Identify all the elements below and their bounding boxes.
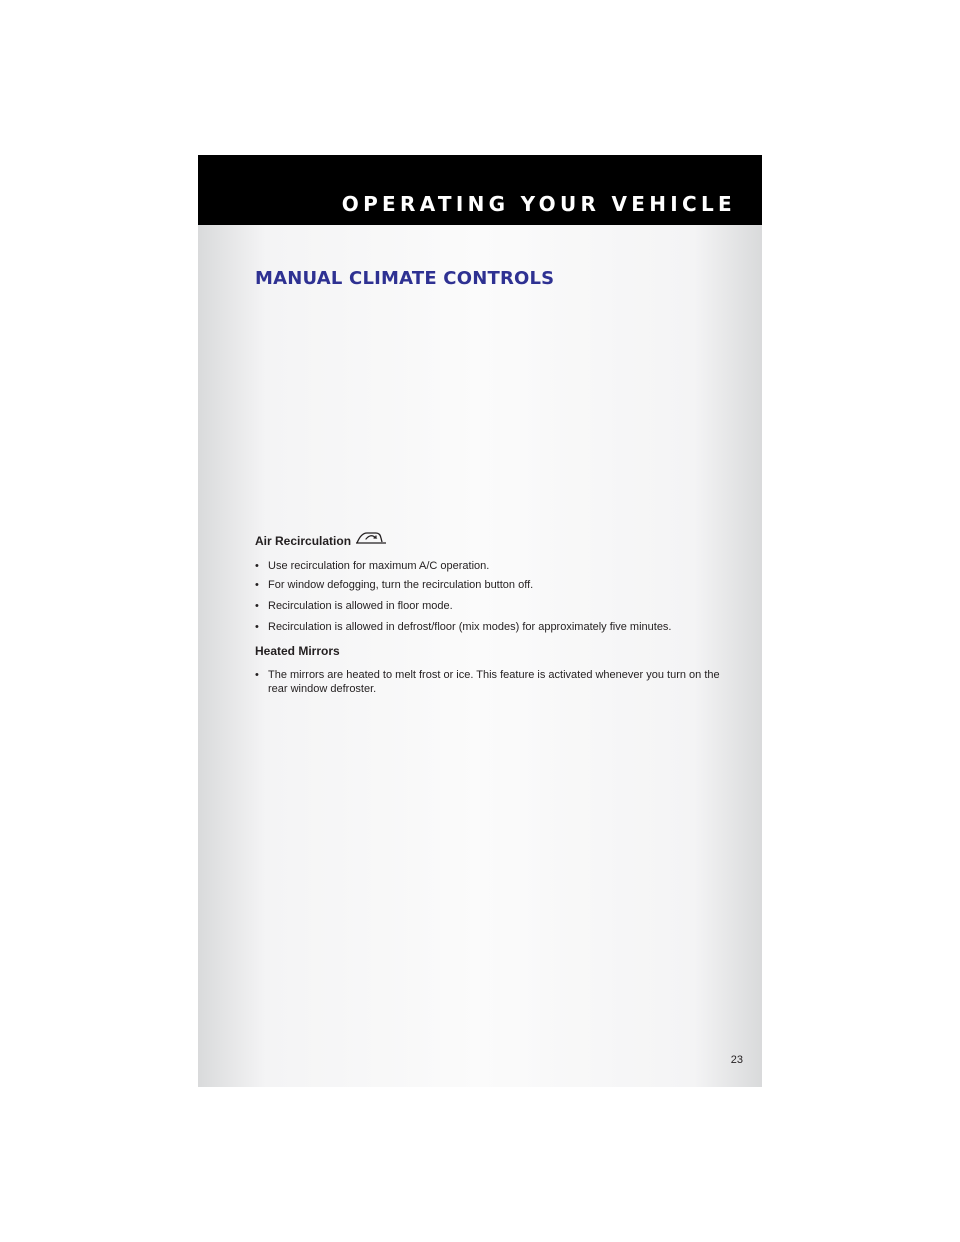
heated-mirrors-heading: Heated Mirrors (255, 644, 340, 658)
bullet-dot: • (255, 600, 259, 612)
bullet-text: The mirrors are heated to melt frost or ice. This feature is activated whenever you turn on the rear window defroster. (268, 669, 720, 695)
bullet-dot: • (255, 621, 259, 633)
manual-page (198, 155, 762, 1087)
air-recirculation-heading: Air Recirculation (255, 534, 352, 548)
bullet-item (255, 599, 739, 613)
bullet-item (255, 578, 739, 592)
bullet-dot: • (255, 669, 259, 681)
bullet-text: For window defogging, turn the recirculation button off. (268, 579, 534, 591)
bullet-text: Use recirculation for maximum A/C operation. (268, 560, 490, 572)
page-number: 23 (730, 1054, 743, 1066)
section-title: MANUAL CLIMATE CONTROLS (255, 268, 555, 289)
recirculation-icon (355, 529, 387, 547)
header-title: OPERATING YOUR VEHICLE (341, 192, 736, 216)
bullet-text: Recirculation is allowed in floor mode. (268, 600, 453, 612)
bullet-dot: • (255, 579, 259, 591)
header-bar (198, 155, 762, 225)
bullet-dot: • (255, 560, 259, 572)
bullet-text: Recirculation is allowed in defrost/floor (mix modes) for approximately five minutes. (268, 621, 672, 633)
bullet-item (255, 559, 739, 573)
bullet-item (255, 668, 739, 696)
bullet-item (255, 620, 739, 634)
